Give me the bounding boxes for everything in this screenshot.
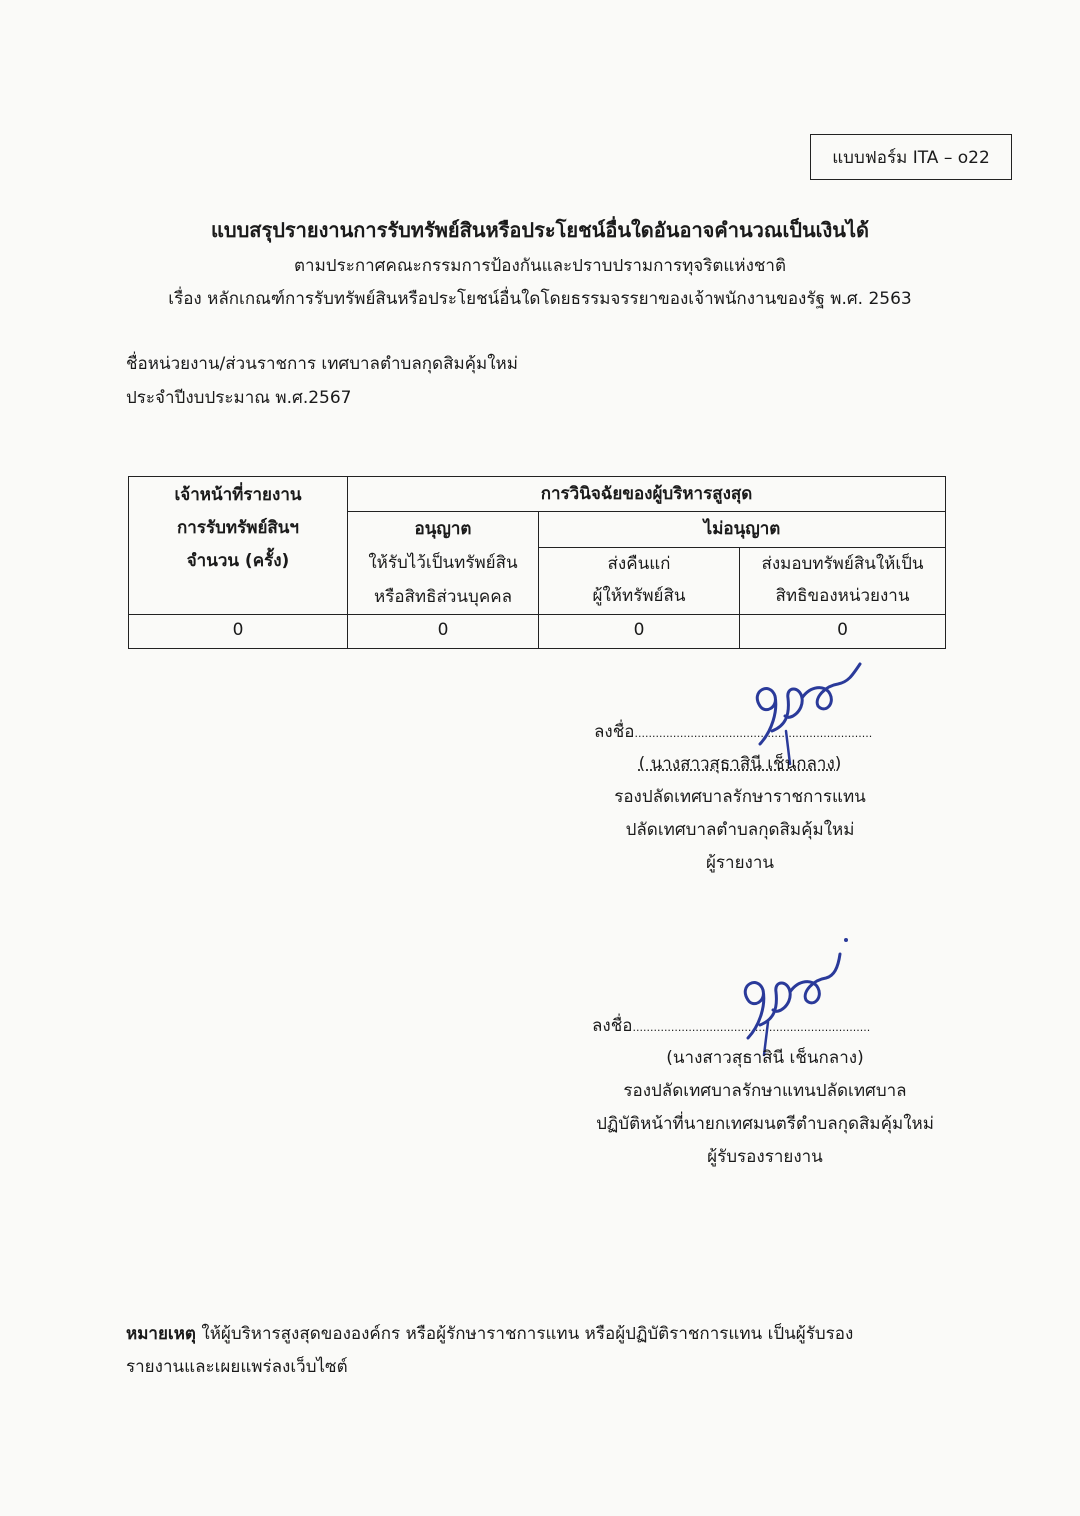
reporter-count-header [129, 477, 348, 615]
document-title: แบบสรุปรายงานการรับทรัพย์สินหรือประโยชน์อื่นใดอันอาจคำนวณเป็นเงินได้ [210, 218, 869, 242]
signer-2-position-1: รองปลัดเทศบาลรักษาแทนปลัดเทศบาล [623, 1081, 907, 1101]
return-header [539, 548, 740, 615]
allowed-header-cell [348, 512, 539, 615]
return-line2: ผู้ให้ทรัพย์สิน [592, 586, 686, 607]
value-handover: 0 [740, 615, 946, 649]
signer-2-dots: .................................................................... [632, 1021, 871, 1034]
signer-1-signature [730, 636, 880, 766]
signer-1-name: ( นางสาวสุธาสินี เช็นกลาง) [638, 754, 842, 774]
reporter-header-line3: จำนวน (ครั้ง) [186, 551, 290, 571]
not-allowed-header: ไม่อนุญาต [539, 512, 946, 548]
footnote [126, 1318, 966, 1384]
footnote-text-2: รายงานและเผยแพร่ลงเว็บไซต์ [126, 1357, 348, 1377]
agency-line: ชื่อหน่วยงาน/ส่วนราชการ เทศบาลตำบลกุดสิมคุ้มใหม่ [126, 354, 518, 374]
signer-2-position-2: ปฏิบัติหน้าที่นายกเทศมนตรีตำบลกุดสิมคุ้มใหม่ [596, 1114, 934, 1134]
summary-table [128, 476, 946, 649]
allowed-line1: ให้รับไว้เป็นทรัพย์สิน [368, 553, 518, 573]
signer-2-sign-label: ลงชื่อ [592, 1016, 633, 1036]
footnote-label: หมายเหตุ [126, 1324, 196, 1344]
footnote-text-1: ให้ผู้บริหารสูงสุดขององค์กร หรือผู้รักษาราชการแทน หรือผู้ปฏิบัติราชการแทน เป็นผู้รับรอง [195, 1324, 854, 1344]
document-subtitle-2: เรื่อง หลักเกณฑ์การรับทรัพย์สินหรือประโยชน์อื่นใดโดยธรรมจรรยาของเจ้าพนักงานของรัฐ พ.ศ. 2563 [168, 289, 912, 309]
value-reporter-count: 0 [129, 615, 348, 649]
signer-1-dots: .................................................................... [634, 727, 873, 740]
handover-header [740, 548, 946, 615]
reporter-header-line1: เจ้าหน้าที่รายงาน [174, 485, 302, 505]
handover-line1: ส่งมอบทรัพย์สินให้เป็น [761, 554, 924, 575]
return-line1: ส่งคืนแก่ [607, 554, 671, 575]
signer-1-position-1: รองปลัดเทศบาลรักษาราชการแทน [614, 787, 866, 807]
value-allowed: 0 [348, 615, 539, 649]
handover-line2: สิทธิของหน่วยงาน [775, 586, 910, 607]
form-code-box: แบบฟอร์ม ITA – o22 [810, 134, 1012, 180]
document-subtitle-1: ตามประกาศคณะกรรมการป้องกันและปราบปรามการทุจริตแห่งชาติ [293, 256, 787, 276]
fiscal-year-line: ประจำปีงบประมาณ พ.ศ.2567 [126, 388, 352, 408]
signer-1-position-2: ปลัดเทศบาลตำบลกุดสิมคุ้มใหม่ [625, 820, 855, 840]
signer-2-block [570, 1042, 960, 1174]
allowed-line2: หรือสิทธิส่วนบุคคล [373, 587, 512, 607]
allowed-header: อนุญาต [414, 519, 472, 539]
signer-2-name: (นางสาวสุธาสินี เช็นกลาง) [666, 1048, 864, 1068]
decision-header: การวินิจฉัยของผู้บริหารสูงสุด [348, 477, 946, 512]
signer-1-role: ผู้รายงาน [705, 853, 775, 873]
signer-2-role: ผู้รับรองรายงาน [707, 1147, 823, 1167]
signer-1-sign-label: ลงชื่อ [594, 722, 635, 742]
reporter-header-line2: การรับทรัพย์สินฯ [177, 518, 299, 538]
signer-1-block [560, 748, 920, 880]
value-return: 0 [539, 615, 740, 649]
signer-2-signature [718, 930, 868, 1060]
